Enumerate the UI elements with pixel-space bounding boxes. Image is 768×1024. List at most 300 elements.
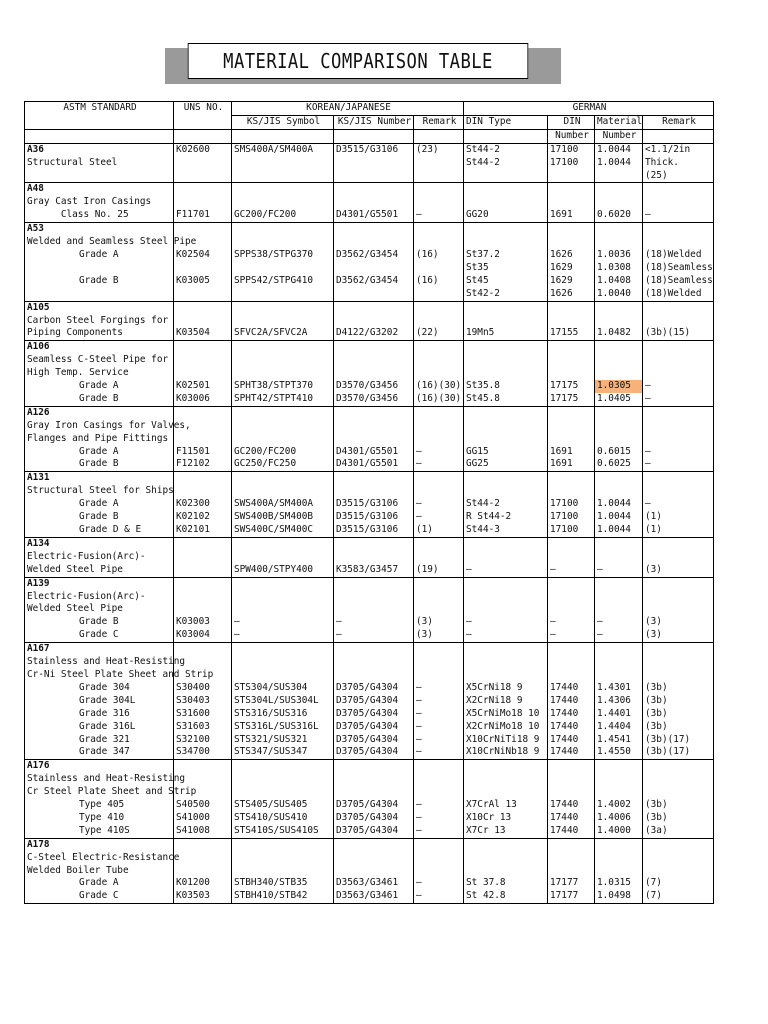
din-type-cell: X5CrNi18 9: [464, 682, 548, 695]
ks-number-cell: D4122/G3202: [334, 327, 414, 340]
din-type-cell: [464, 354, 548, 367]
ks-symbol-cell: STS316L/SUS316L: [232, 721, 334, 734]
table-row: [25, 786, 714, 799]
remark-kr-cell: [414, 315, 464, 328]
ks-number-cell: [334, 315, 414, 328]
table-row: [25, 380, 714, 393]
material-number-cell: 1.0044: [595, 524, 643, 537]
grade-label: Grade B: [79, 616, 119, 628]
remark-kr-cell: [414, 577, 464, 590]
remark-kr-cell: [414, 551, 464, 564]
din-type-cell: [464, 183, 548, 196]
astm-code: A167: [27, 643, 50, 655]
material-number-cell: 1.4002: [595, 799, 643, 812]
din-type-cell: [464, 551, 548, 564]
material-number-cell: 1.4306: [595, 695, 643, 708]
din-number-cell: –: [548, 629, 595, 642]
material-number-cell: 1.0405: [595, 393, 643, 406]
din-type-cell: X10Cr 13: [464, 812, 548, 825]
ks-number-cell: [334, 591, 414, 604]
din-type-cell: X5CrNiMo18 10: [464, 708, 548, 721]
remark-de-cell: (1): [643, 511, 714, 524]
table-row: [25, 825, 714, 838]
astm-cell: [25, 524, 174, 537]
table-row: [25, 262, 714, 275]
table-row: [25, 616, 714, 629]
uns-cell: [174, 315, 232, 328]
din-type-cell: X10CrNiTi18 9: [464, 734, 548, 747]
table-row: [25, 746, 714, 759]
remark-kr-cell: –: [414, 890, 464, 903]
astm-cell: [25, 288, 174, 301]
ks-number-cell: D3705/G4304: [334, 746, 414, 759]
din-type-cell: St 37.8: [464, 877, 548, 890]
uns-cell: [174, 603, 232, 616]
ks-symbol-cell: SWS400A/SM400A: [232, 498, 334, 511]
ks-number-cell: D3515/G3106: [334, 143, 414, 156]
din-type-cell: St45.8: [464, 393, 548, 406]
din-type-cell: [464, 603, 548, 616]
ks-symbol-cell: [232, 643, 334, 656]
remark-kr-cell: [414, 157, 464, 170]
remark-de-cell: [643, 786, 714, 799]
astm-code: A134: [27, 537, 50, 549]
grade-label: Grade D & E: [79, 524, 142, 535]
din-number-cell: [548, 786, 595, 799]
astm-cell: [25, 760, 174, 773]
din-number-cell: 17177: [548, 877, 595, 890]
material-number-cell: [595, 420, 643, 433]
uns-cell: K02102: [174, 511, 232, 524]
uns-cell: S41008: [174, 825, 232, 838]
din-type-cell: St44-3: [464, 524, 548, 537]
grade-label: Grade A: [79, 445, 119, 457]
ks-number-cell: D3705/G4304: [334, 812, 414, 825]
material-number-cell: 1.0482: [595, 327, 643, 340]
grade-label: Grade 304L: [79, 694, 136, 706]
uns-cell: K02501: [174, 380, 232, 393]
remark-kr-cell: [414, 196, 464, 209]
ks-number-cell: [334, 406, 414, 419]
table-body: [25, 129, 714, 903]
uns-cell: S32100: [174, 734, 232, 747]
remark-kr-cell: [414, 643, 464, 656]
table-row: [25, 209, 714, 222]
table-row: [25, 721, 714, 734]
uns-cell: K03005: [174, 275, 232, 288]
remark-de-cell: (3b)(17): [643, 734, 714, 747]
astm-code: A176: [27, 760, 50, 772]
ks-number-cell: D3563/G3461: [334, 877, 414, 890]
astm-cell: [25, 498, 174, 511]
header-din-number-line2: Number: [548, 129, 595, 143]
ks-symbol-cell: [232, 301, 334, 314]
din-number-cell: [548, 838, 595, 851]
uns-cell: [174, 288, 232, 301]
din-type-cell: St 42.8: [464, 890, 548, 903]
din-number-cell: 17100: [548, 143, 595, 156]
ks-number-cell: D3563/G3461: [334, 890, 414, 903]
astm-cell: Welded Steel Pipe: [25, 564, 174, 577]
din-type-cell: [464, 420, 548, 433]
remark-kr-cell: –: [414, 209, 464, 222]
ks-symbol-cell: [232, 760, 334, 773]
table-row: [25, 498, 714, 511]
table-row: [25, 629, 714, 642]
material-number-cell: [595, 223, 643, 236]
astm-cell: Cr Steel Plate Sheet and Strip: [25, 786, 174, 799]
ks-symbol-cell: STS347/SUS347: [232, 746, 334, 759]
remark-kr-cell: [414, 591, 464, 604]
din-type-cell: St44-2: [464, 157, 548, 170]
din-type-cell: 19Mn5: [464, 327, 548, 340]
astm-cell: [25, 223, 174, 236]
material-number-cell: [595, 656, 643, 669]
remark-de-cell: (18)Seamless: [643, 262, 714, 275]
remark-de-cell: [643, 591, 714, 604]
material-number-cell: [595, 406, 643, 419]
din-number-cell: [548, 591, 595, 604]
ks-number-cell: K3583/G3457: [334, 564, 414, 577]
din-type-cell: R St44-2: [464, 511, 548, 524]
din-type-cell: [464, 773, 548, 786]
din-number-cell: [548, 367, 595, 380]
uns-cell: K01200: [174, 877, 232, 890]
remark-de-cell: (7): [643, 890, 714, 903]
din-number-cell: [548, 196, 595, 209]
ks-number-cell: [334, 183, 414, 196]
material-number-cell: –: [595, 629, 643, 642]
table-row: [25, 773, 714, 786]
table-row: [25, 865, 714, 878]
remark-de-cell: (3): [643, 564, 714, 577]
astm-cell: Welded Steel Pipe: [25, 603, 174, 616]
remark-de-cell: (3b): [643, 799, 714, 812]
remark-kr-cell: –: [414, 799, 464, 812]
remark-de-cell: [643, 773, 714, 786]
table-row: [25, 890, 714, 903]
ks-number-cell: D4301/G5501: [334, 458, 414, 471]
din-type-cell: [464, 537, 548, 550]
header-uns: UNS NO.: [174, 102, 232, 116]
remark-de-cell: (3b): [643, 695, 714, 708]
din-number-cell: 17100: [548, 498, 595, 511]
uns-cell: [174, 367, 232, 380]
material-number-cell: [595, 773, 643, 786]
astm-code: A106: [27, 341, 50, 353]
ks-number-cell: [334, 157, 414, 170]
ks-number-cell: [334, 669, 414, 682]
ks-number-cell: [334, 643, 414, 656]
grade-label: Grade C: [79, 890, 119, 902]
uns-cell: S40500: [174, 799, 232, 812]
ks-number-cell: D3515/G3106: [334, 524, 414, 537]
din-type-cell: [464, 852, 548, 865]
din-type-cell: GG20: [464, 209, 548, 222]
remark-de-cell: (3b): [643, 812, 714, 825]
din-number-cell: 1626: [548, 288, 595, 301]
remark-de-cell: [643, 223, 714, 236]
remark-kr-cell: [414, 838, 464, 851]
astm-cell: [25, 537, 174, 550]
ks-number-cell: [334, 577, 414, 590]
material-number-cell: 1.0044: [595, 143, 643, 156]
ks-symbol-cell: [232, 170, 334, 183]
remark-de-cell: –: [643, 446, 714, 459]
material-number-cell: [595, 301, 643, 314]
material-number-cell: 1.4301: [595, 682, 643, 695]
astm-cell: Electric-Fusion(Arc)-: [25, 551, 174, 564]
astm-cell: Piping Components: [25, 327, 174, 340]
table-row: [25, 695, 714, 708]
remark-de-cell: [643, 196, 714, 209]
ks-number-cell: [334, 485, 414, 498]
grade-label: Grade B: [79, 274, 119, 286]
din-type-cell: [464, 236, 548, 249]
table-row: [25, 708, 714, 721]
remark-de-cell: (3b)(15): [643, 327, 714, 340]
din-type-cell: [464, 433, 548, 446]
remark-kr-cell: (16)(30): [414, 380, 464, 393]
material-number-cell: [595, 485, 643, 498]
astm-cell: [25, 301, 174, 314]
ks-number-cell: D3705/G4304: [334, 734, 414, 747]
astm-cell: Electric-Fusion(Arc)-: [25, 591, 174, 604]
astm-code: A48: [27, 183, 44, 195]
ks-number-cell: D4301/G5501: [334, 209, 414, 222]
uns-cell: K02101: [174, 524, 232, 537]
remark-kr-cell: [414, 852, 464, 865]
din-type-cell: X7CrAl 13: [464, 799, 548, 812]
ks-symbol-cell: [232, 157, 334, 170]
material-number-cell: 1.4550: [595, 746, 643, 759]
table-row: [25, 288, 714, 301]
ks-symbol-cell: STBH410/STB42: [232, 890, 334, 903]
table-row: [25, 603, 714, 616]
ks-number-cell: [334, 786, 414, 799]
din-number-cell: [548, 433, 595, 446]
ks-number-cell: [334, 420, 414, 433]
remark-kr-cell: –: [414, 721, 464, 734]
astm-cell: [25, 393, 174, 406]
remark-kr-cell: (16): [414, 275, 464, 288]
table-row: [25, 433, 714, 446]
remark-de-cell: [643, 656, 714, 669]
material-number-cell: –: [595, 564, 643, 577]
material-number-cell: [595, 196, 643, 209]
table-row: [25, 406, 714, 419]
remark-kr-cell: [414, 262, 464, 275]
remark-kr-cell: [414, 773, 464, 786]
table-row: [25, 170, 714, 183]
remark-de-cell: [643, 354, 714, 367]
ks-number-cell: D3515/G3106: [334, 511, 414, 524]
ks-symbol-cell: [232, 656, 334, 669]
din-number-cell: 17175: [548, 380, 595, 393]
astm-cell: Flanges and Pipe Fittings: [25, 433, 174, 446]
din-type-cell: [464, 341, 548, 354]
din-number-cell: 17440: [548, 721, 595, 734]
astm-cell: [25, 812, 174, 825]
ks-number-cell: D3705/G4304: [334, 682, 414, 695]
uns-cell: [174, 760, 232, 773]
material-number-cell: [595, 551, 643, 564]
uns-cell: [174, 406, 232, 419]
astm-cell: [25, 643, 174, 656]
uns-cell: [174, 852, 232, 865]
astm-cell: [25, 746, 174, 759]
remark-kr-cell: [414, 236, 464, 249]
din-type-cell: St35: [464, 262, 548, 275]
remark-kr-cell: [414, 656, 464, 669]
remark-de-cell: Thick.: [643, 157, 714, 170]
astm-code: A126: [27, 406, 50, 418]
material-number-cell: 1.0044: [595, 511, 643, 524]
din-number-cell: [548, 485, 595, 498]
table-row: [25, 511, 714, 524]
remark-de-cell: (1): [643, 524, 714, 537]
ks-number-cell: D3570/G3456: [334, 380, 414, 393]
astm-cell: [25, 170, 174, 183]
ks-symbol-cell: [232, 262, 334, 275]
astm-cell: [25, 708, 174, 721]
ks-symbol-cell: STS321/SUS321: [232, 734, 334, 747]
uns-cell: [174, 433, 232, 446]
astm-cell: Gray Cast Iron Casings: [25, 196, 174, 209]
grade-label: Grade B: [79, 392, 119, 404]
astm-cell: [25, 446, 174, 459]
uns-cell: K02300: [174, 498, 232, 511]
table-row: [25, 183, 714, 196]
din-type-cell: St35.8: [464, 380, 548, 393]
remark-de-cell: [643, 236, 714, 249]
astm-cell: [25, 183, 174, 196]
table-row: [25, 354, 714, 367]
din-type-cell: [464, 367, 548, 380]
ks-number-cell: [334, 551, 414, 564]
grade-label: Type 410S: [79, 824, 130, 836]
remark-kr-cell: –: [414, 695, 464, 708]
table-row: [25, 275, 714, 288]
ks-symbol-cell: STS316/SUS316: [232, 708, 334, 721]
uns-cell: K03006: [174, 393, 232, 406]
din-number-cell: 17175: [548, 393, 595, 406]
ks-symbol-cell: [232, 537, 334, 550]
remark-kr-cell: –: [414, 812, 464, 825]
din-type-cell: –: [464, 629, 548, 642]
din-number-cell: [548, 170, 595, 183]
astm-code: A131: [27, 472, 50, 484]
remark-kr-cell: [414, 288, 464, 301]
remark-de-cell: (3b): [643, 721, 714, 734]
material-number-cell: 0.6015: [595, 446, 643, 459]
astm-cell: [25, 890, 174, 903]
ks-number-cell: [334, 367, 414, 380]
table-row: [25, 682, 714, 695]
header-row-2: [25, 115, 714, 129]
table-row: [25, 564, 714, 577]
din-number-cell: 17100: [548, 157, 595, 170]
ks-symbol-cell: [232, 354, 334, 367]
din-number-cell: 17440: [548, 746, 595, 759]
table-row: [25, 760, 714, 773]
header-row-1: [25, 102, 714, 116]
ks-number-cell: D3705/G4304: [334, 721, 414, 734]
table-row: [25, 577, 714, 590]
ks-number-cell: [334, 433, 414, 446]
remark-kr-cell: [414, 420, 464, 433]
table-row: [25, 852, 714, 865]
material-number-cell: 0.6025: [595, 458, 643, 471]
ks-symbol-cell: [232, 367, 334, 380]
ks-number-cell: –: [334, 616, 414, 629]
remark-de-cell: [643, 433, 714, 446]
astm-cell: [25, 249, 174, 262]
remark-kr-cell: (3): [414, 616, 464, 629]
material-number-cell: [595, 603, 643, 616]
din-type-cell: St44-2: [464, 143, 548, 156]
uns-cell: S34700: [174, 746, 232, 759]
ks-symbol-cell: SPHT38/STPT370: [232, 380, 334, 393]
material-number-cell: 1.0036: [595, 249, 643, 262]
ks-number-cell: [334, 301, 414, 314]
din-number-cell: [548, 420, 595, 433]
uns-cell: [174, 472, 232, 485]
grade-label: Grade A: [79, 248, 119, 260]
remark-kr-cell: [414, 760, 464, 773]
astm-cell: Stainless and Heat-Resisting: [25, 656, 174, 669]
material-number-cell: [595, 537, 643, 550]
ks-number-cell: [334, 288, 414, 301]
astm-cell: [25, 695, 174, 708]
table-row: [25, 196, 714, 209]
din-type-cell: X2CrNiMo18 10: [464, 721, 548, 734]
material-number-cell: [595, 236, 643, 249]
material-number-cell: [595, 669, 643, 682]
ks-symbol-cell: [232, 183, 334, 196]
din-type-cell: St44-2: [464, 498, 548, 511]
ks-symbol-cell: SFVC2A/SFVC2A: [232, 327, 334, 340]
ks-symbol-cell: STS304/SUS304: [232, 682, 334, 695]
astm-cell: Seamless C-Steel Pipe for: [25, 354, 174, 367]
remark-kr-cell: –: [414, 682, 464, 695]
astm-cell: High Temp. Service: [25, 367, 174, 380]
remark-de-cell: [643, 838, 714, 851]
remark-kr-cell: –: [414, 825, 464, 838]
header-remark-de: Remark: [643, 115, 714, 129]
din-number-cell: 17440: [548, 682, 595, 695]
material-number-cell: [595, 643, 643, 656]
din-number-cell: 1691: [548, 446, 595, 459]
table-row: [25, 524, 714, 537]
din-number-cell: –: [548, 616, 595, 629]
remark-kr-cell: [414, 786, 464, 799]
astm-cell: Welded Boiler Tube: [25, 865, 174, 878]
grade-label: Grade C: [79, 629, 119, 641]
material-number-cell: 1.0408: [595, 275, 643, 288]
ks-number-cell: [334, 773, 414, 786]
remark-de-cell: –: [643, 498, 714, 511]
ks-symbol-cell: SMS400A/SM400A: [232, 143, 334, 156]
grade-label: Grade A: [79, 380, 119, 392]
ks-symbol-cell: SPW400/STPY400: [232, 564, 334, 577]
table-row: [25, 327, 714, 340]
ks-number-cell: D3562/G3454: [334, 249, 414, 262]
din-type-cell: [464, 760, 548, 773]
uns-cell: [174, 485, 232, 498]
din-type-cell: [464, 786, 548, 799]
remark-kr-cell: (3): [414, 629, 464, 642]
